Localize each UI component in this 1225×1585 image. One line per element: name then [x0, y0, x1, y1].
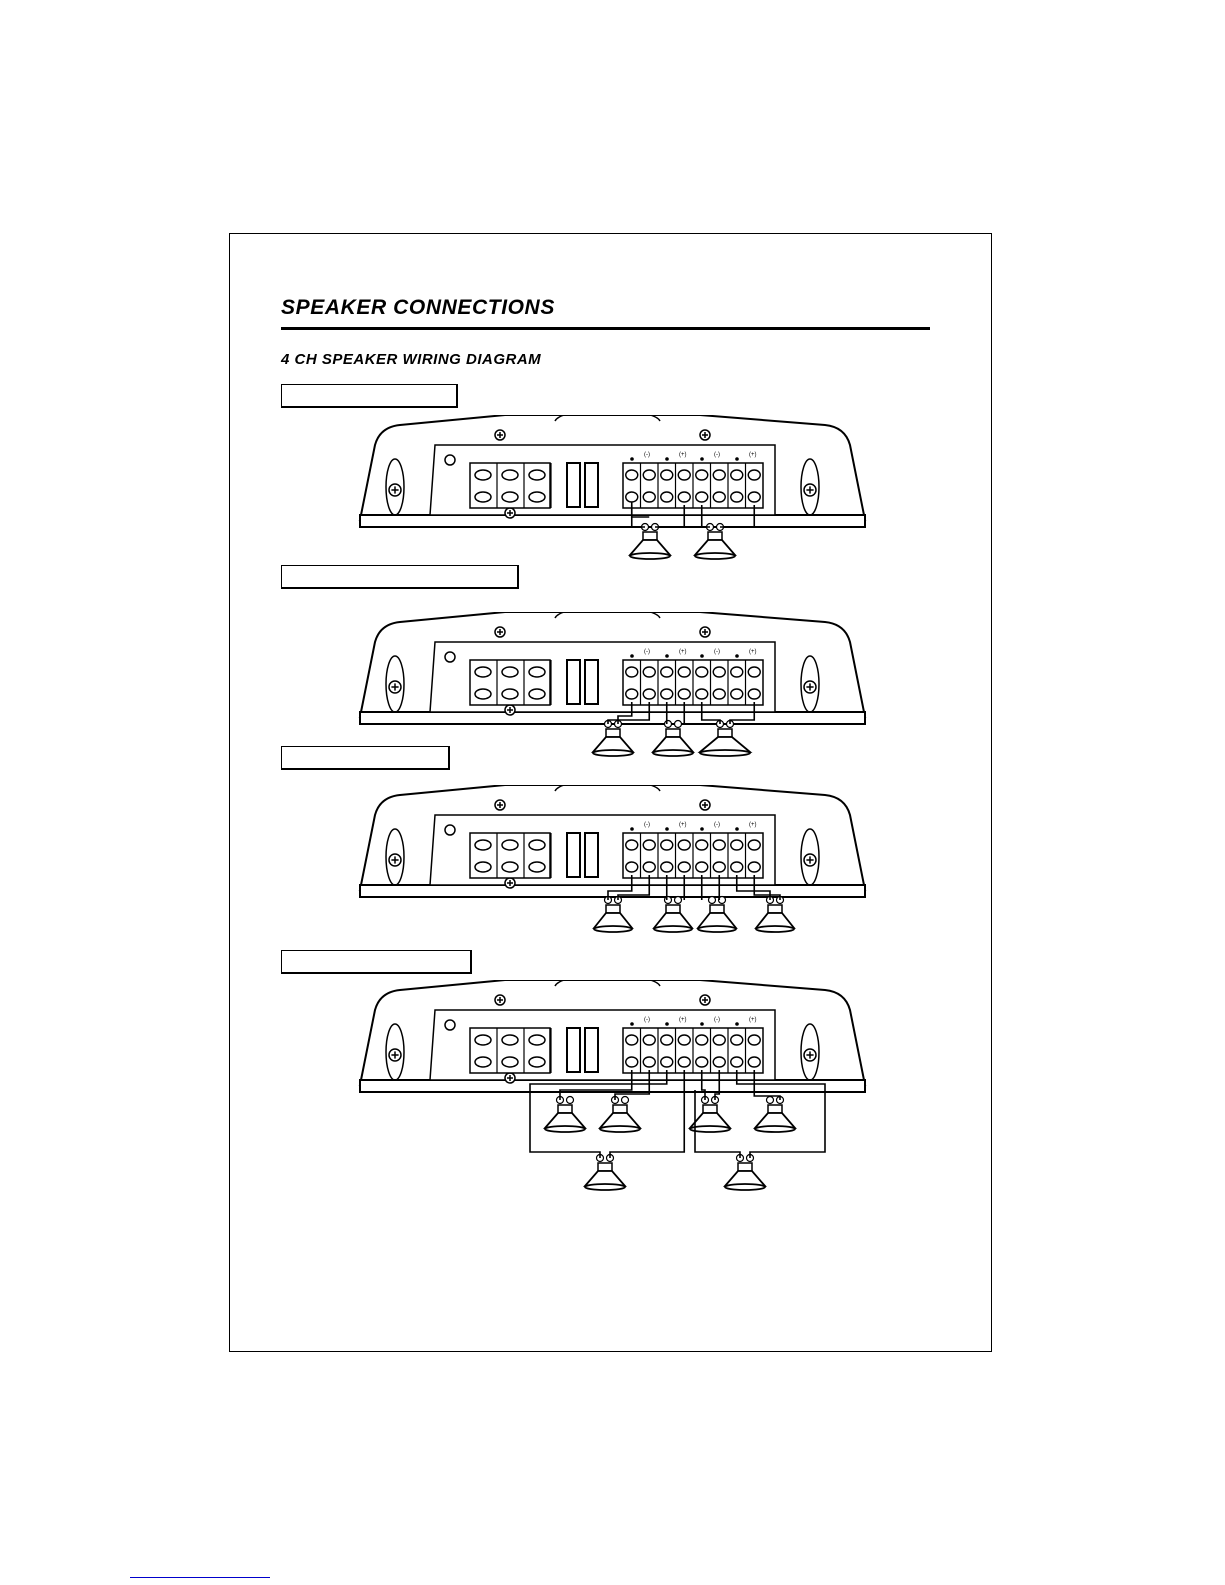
fuse — [567, 660, 580, 704]
polarity-label: (-) — [714, 822, 720, 828]
polarity-label: (-) — [644, 822, 650, 828]
wiring-diagram-6-speaker — [355, 980, 875, 1205]
polarity-label: (+) — [679, 452, 687, 458]
fuse — [585, 833, 598, 877]
fuse — [585, 1028, 598, 1072]
amplifier-body — [360, 415, 865, 527]
power-led — [445, 1020, 455, 1030]
speaker-icon — [600, 1097, 640, 1133]
polarity-label: (+) — [679, 649, 687, 655]
polarity-label: (-) — [644, 452, 650, 458]
speaker-icon — [593, 721, 633, 757]
speaker-icon — [545, 1097, 585, 1133]
fuse — [567, 833, 580, 877]
fuse — [585, 660, 598, 704]
wiring-diagram-4ch — [355, 785, 875, 945]
speaker-icon — [594, 897, 632, 933]
footer-link-underline — [130, 1577, 270, 1578]
power-led — [445, 652, 455, 662]
amplifier-body — [360, 612, 865, 724]
page-title: SPEAKER CONNECTIONS — [281, 296, 555, 319]
polarity-label: (-) — [714, 452, 720, 458]
amplifier-body — [360, 980, 865, 1092]
polarity-label: (-) — [714, 1017, 720, 1023]
diagram-label-4 — [281, 950, 472, 974]
wiring-diagram-3ch — [355, 612, 875, 772]
fuse — [567, 463, 580, 507]
speaker-icon — [755, 1097, 795, 1133]
speaker-icon — [756, 897, 794, 933]
diagram-label-1 — [281, 384, 458, 408]
fuse — [567, 1028, 580, 1072]
fuse — [585, 463, 598, 507]
speaker-icon — [725, 1155, 765, 1191]
speaker-icon — [653, 721, 693, 757]
speaker-icon — [585, 1155, 625, 1191]
polarity-label: (+) — [749, 822, 757, 828]
speaker-icon — [698, 897, 736, 933]
polarity-label: (-) — [714, 649, 720, 655]
speaker-icon — [700, 721, 750, 757]
amplifier-body — [360, 785, 865, 897]
polarity-label: (+) — [679, 1017, 687, 1023]
amp-base — [360, 515, 865, 527]
speaker-icon — [695, 524, 735, 560]
speaker-icon — [690, 1097, 730, 1133]
speaker-icon — [654, 897, 692, 933]
amp-base — [360, 712, 865, 724]
polarity-label: (-) — [644, 649, 650, 655]
wiring-diagram-2ch-stereo — [355, 415, 875, 580]
power-led — [445, 455, 455, 465]
polarity-label: (+) — [749, 452, 757, 458]
power-led — [445, 825, 455, 835]
title-rule — [281, 327, 930, 330]
speaker-icon — [630, 524, 670, 560]
polarity-label: (+) — [749, 1017, 757, 1023]
section-subtitle: 4 CH SPEAKER WIRING DIAGRAM — [281, 351, 542, 368]
polarity-label: (-) — [644, 1017, 650, 1023]
polarity-label: (+) — [749, 649, 757, 655]
polarity-label: (+) — [679, 822, 687, 828]
